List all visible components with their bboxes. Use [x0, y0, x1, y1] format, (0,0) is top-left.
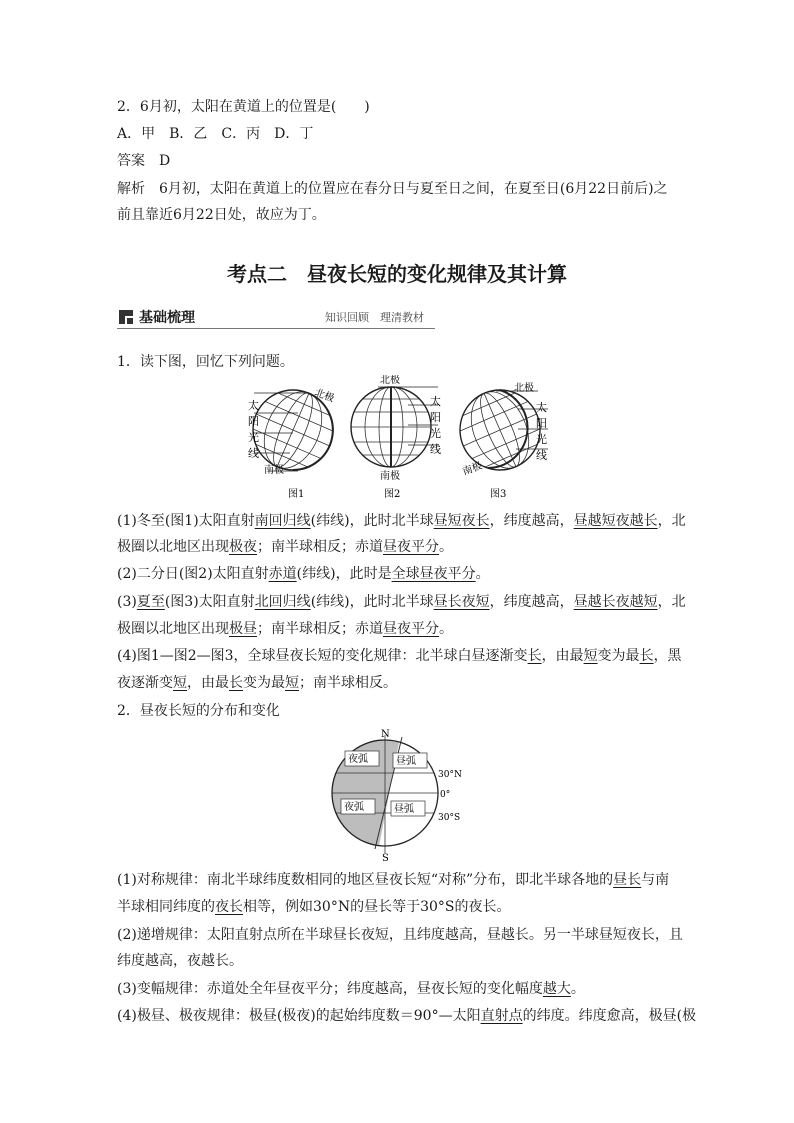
- section-header-right: 知识回顾 理清教材: [325, 311, 424, 324]
- para-4-line-2: 夜逐渐变短，由最长变为最短；南半球相反。: [117, 675, 397, 691]
- item-1-intro: 1．读下图，回忆下列问题。: [117, 354, 294, 370]
- globe-3-sun-1: 太: [536, 401, 547, 414]
- day-arc-1: 昼弧: [396, 756, 416, 767]
- para-3-line-1: (3)夏至(图3)太阳直射北回归线(纬线)，此时北半球昼长夜短，纬度越高，昼越长夜越短，北: [117, 594, 686, 610]
- diagram-south: S: [382, 853, 389, 864]
- night-arc-1: 夜弧: [348, 754, 368, 765]
- night-arc-2: 夜弧: [344, 802, 364, 813]
- diagram-north: N: [381, 729, 390, 740]
- para-2: (2)二分日(图2)太阳直射赤道(纬线)，此时是全球昼夜平分。: [117, 566, 490, 582]
- globe-1-sun-1: 太: [248, 399, 259, 412]
- globe-1-sun-4: 线: [248, 447, 259, 460]
- day-arc-2: 昼弧: [394, 804, 414, 815]
- globe-2-sun-2: 阳: [430, 411, 441, 424]
- globe-1-north-label: 北极: [312, 387, 336, 405]
- globe-1: [238, 375, 361, 500]
- fig-caption-3: 图3: [490, 489, 507, 500]
- globe-1-sun-2: 阳: [248, 415, 259, 428]
- globe-3-sun-3: 光: [536, 433, 547, 446]
- rule-1-line-1: (1)对称规律：南北半球纬度数相同的地区昼夜长短“对称”分布，即北半球各地的昼长与南: [117, 872, 670, 888]
- para-1-line-2: 极圈以北地区出现极夜；南半球相反；赤道昼夜平分。: [117, 539, 453, 555]
- globe-2-sun-4: 线: [430, 443, 441, 456]
- globe-1-sun-3: 光: [248, 431, 259, 444]
- globe-3-south-label: 南极: [461, 460, 484, 478]
- item-2-title: 2．昼夜长短的分布和变化: [117, 703, 280, 719]
- rule-2-line-1: (2)递增规律：太阳直射点所在半球昼长夜短，且纬度越高，昼越长。另一半球昼短夜长，且: [117, 927, 683, 943]
- lat-0: 0°: [440, 790, 451, 800]
- analysis-line-1: 解析 6月初，太阳在黄道上的位置应在春分日与夏至日之间，在夏至日(6月22日前后)之: [117, 181, 668, 197]
- section-header: [117, 306, 435, 332]
- fig-caption-1: 图1: [288, 489, 305, 500]
- globe-2-south-label: 南极: [380, 471, 400, 482]
- globe-2-sun-3: 光: [430, 427, 441, 440]
- analysis-line-2: 前且靠近6月22日处，故应为丁。: [117, 207, 326, 223]
- question-2: 2．6月初，太阳在黄道上的位置是( ): [117, 99, 370, 115]
- question-2-options: A．甲 B．乙 C．丙 D．丁: [117, 126, 314, 142]
- para-4-line-1: (4)图1—图2—图3，全球昼夜长短的变化规律：北半球白昼逐渐变长，由最短变为最长，黑: [117, 648, 682, 664]
- section-title: 考点二 昼夜长短的变化规律及其计算: [227, 262, 567, 286]
- para-3-line-2: 极圈以北地区出现极昼；南半球相反；赤道昼夜平分。: [117, 621, 453, 637]
- fig-caption-2: 图2: [384, 489, 401, 500]
- globes-figure: [238, 375, 558, 503]
- lat-30n: 30°N: [438, 770, 462, 780]
- rule-4: (4)极昼、极夜规律：极昼(极夜)的起始纬度数＝90°—太阳直射点的纬度。纬度愈高，极昼(极: [117, 1008, 697, 1024]
- rule-2-line-2: 纬度越高，夜越长。: [117, 953, 243, 969]
- lat-30s: 30°S: [438, 813, 461, 823]
- globe-3-sun-4: 线: [536, 449, 547, 462]
- para-1-line-1: (1)冬至(图1)太阳直射南回归线(纬线)，此时北半球昼短夜长，纬度越高，昼越短夜越长，北: [117, 513, 686, 529]
- globe-2-sun-1: 太: [430, 395, 441, 408]
- section-header-label: 基础梳理: [139, 310, 195, 326]
- answer-label: 答案 D: [117, 153, 171, 169]
- globe-1-south-label: 南极: [264, 465, 284, 476]
- globe-2: [348, 375, 441, 500]
- globe-3: [434, 375, 558, 500]
- rule-3: (3)变幅规律：赤道处全年昼夜平分；纬度越高，昼夜长短的变化幅度越大。: [117, 981, 585, 997]
- section-header-rule: [117, 328, 435, 329]
- rule-1-line-2: 半球相同纬度的夜长相等，例如30°N的昼长等于30°S的夜长。: [117, 899, 511, 915]
- globe-2-north-label: 北极: [380, 375, 400, 386]
- globe-3-north-label: 北极: [514, 383, 534, 394]
- globe-3-sun-2: 阳: [536, 417, 547, 430]
- day-night-diagram: [325, 727, 475, 867]
